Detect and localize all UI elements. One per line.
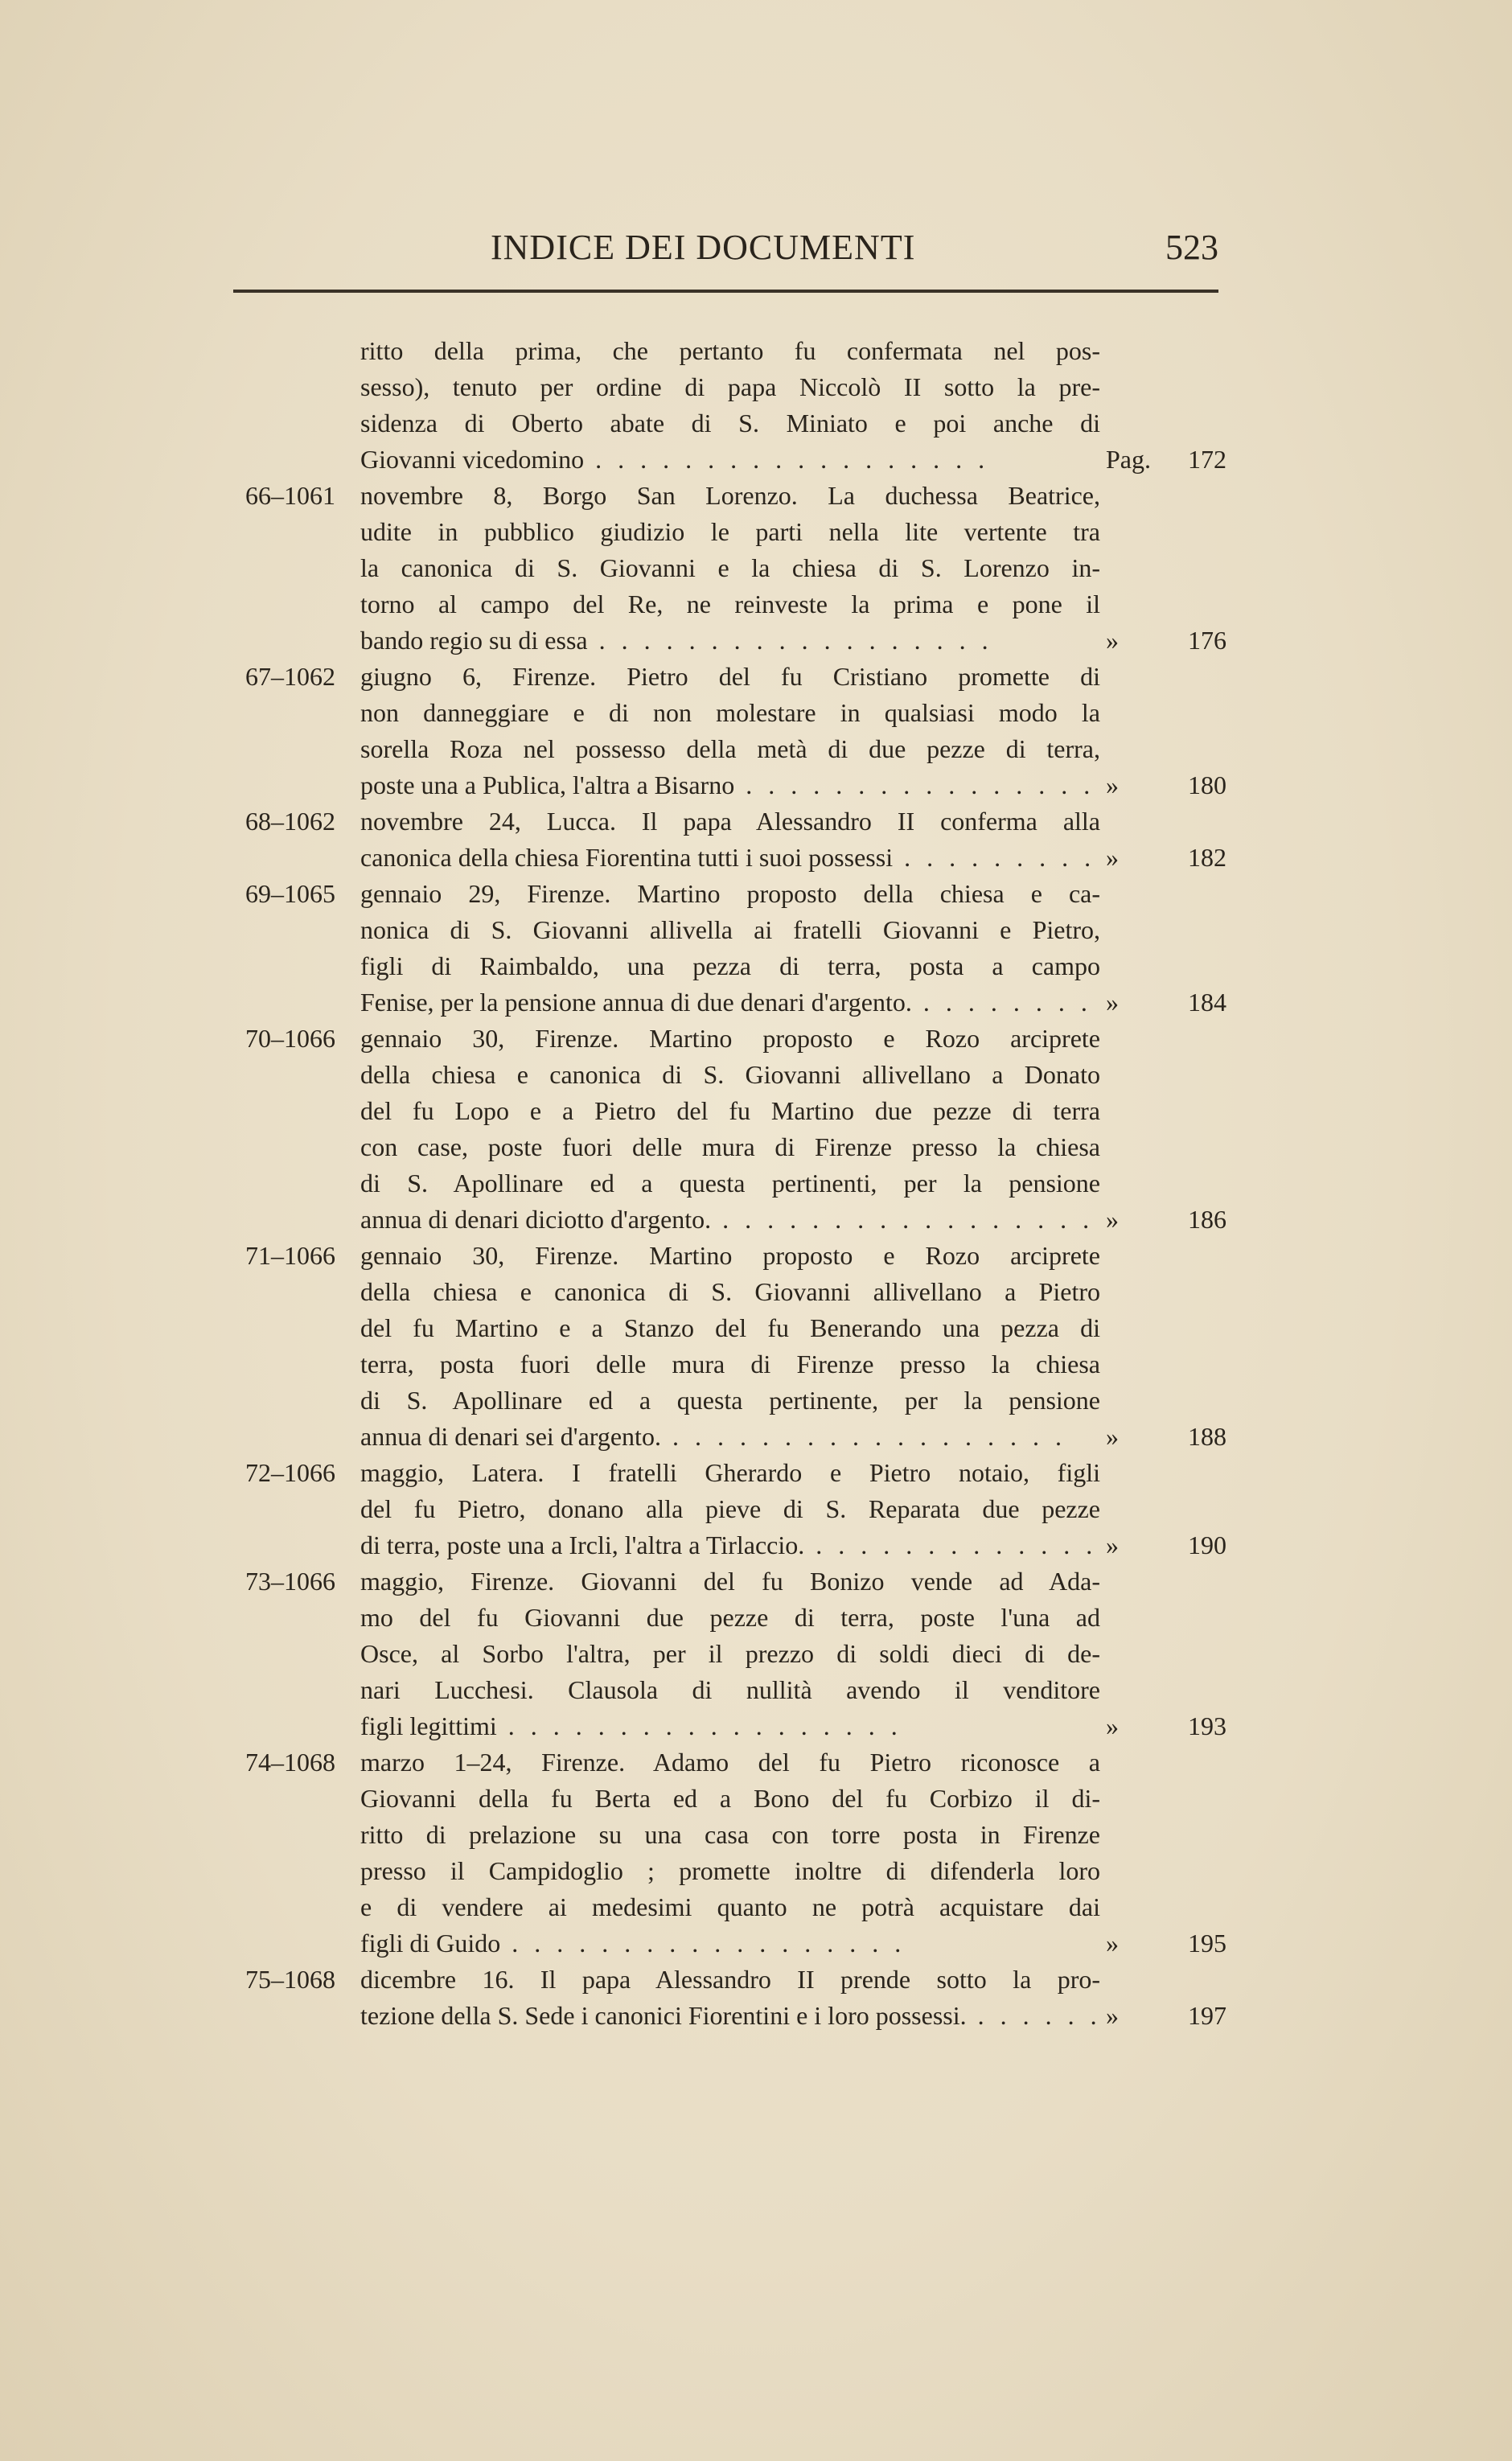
entry-text: gennaio 30, Firenze. Martino proposto e Rozo arciprete xyxy=(360,1024,1100,1053)
index-entry xyxy=(0,1455,1512,1563)
entry-text: nari Lucchesi. Clausola di nullità avendo il venditore xyxy=(360,1675,1100,1704)
entry-line xyxy=(0,1274,1512,1310)
entry-line xyxy=(0,1563,1512,1600)
page-reference-mark: » xyxy=(1106,988,1119,1017)
page-reference-mark: » xyxy=(1106,1422,1119,1451)
entry-text: bando regio su di essa . . xyxy=(360,622,1100,659)
entry-text: Fenise, per la pensione annua di due denari d'argento. . . xyxy=(360,984,1100,1021)
page-reference xyxy=(1106,622,1226,659)
entry-line xyxy=(0,1889,1512,1925)
entry-text: gennaio 29, Firenze. Martino proposto della chiesa e ca- xyxy=(360,879,1100,908)
entry-text: sesso), tenuto per ordine di papa Niccolò II sotto la pre- xyxy=(360,372,1100,401)
page-reference xyxy=(1106,1998,1226,2034)
entry-text: Giovanni vicedomino . . xyxy=(360,442,1100,478)
entry-line xyxy=(0,1383,1512,1419)
page-reference-number: 197 xyxy=(1188,2001,1226,2030)
entry-line xyxy=(0,767,1512,803)
entry-line xyxy=(0,1636,1512,1672)
page-reference-mark: » xyxy=(1106,770,1119,799)
page-reference-number: 186 xyxy=(1188,1205,1226,1234)
entry-text: e di vendere ai medesimi quanto ne potrà acquistare dai xyxy=(360,1892,1100,1921)
page-number: 523 xyxy=(1165,228,1218,267)
entry-line xyxy=(0,1744,1512,1781)
entry-text: giugno 6, Firenze. Pietro del fu Cristiano promette di xyxy=(360,662,1100,691)
index-entry xyxy=(0,1021,1512,1238)
entry-line xyxy=(0,405,1512,442)
entry-line xyxy=(0,984,1512,1021)
running-title: INDICE DEI DOCUMENTI xyxy=(491,228,916,267)
entry-text: annua di denari diciotto d'argento. . . xyxy=(360,1202,1100,1238)
entry-line xyxy=(0,912,1512,948)
page-header xyxy=(233,227,1218,283)
page-reference-mark: » xyxy=(1106,626,1119,655)
entry-line xyxy=(0,1925,1512,1962)
page-reference-number: 176 xyxy=(1188,626,1226,655)
entry-text: poste una a Publica, l'altra a Bisarno . . xyxy=(360,767,1100,803)
document-number: 69–1065 xyxy=(245,879,335,908)
page-reference xyxy=(1106,1419,1226,1455)
page-reference-number: 172 xyxy=(1188,445,1226,474)
entry-line xyxy=(0,1491,1512,1527)
page-reference-mark: » xyxy=(1106,843,1119,872)
entry-line xyxy=(0,1672,1512,1708)
header-rule xyxy=(233,290,1218,293)
entry-text: del fu Lopo e a Pietro del fu Martino due pezze di terra xyxy=(360,1096,1100,1125)
entry-text: maggio, Firenze. Giovanni del fu Bonizo vende ad Ada- xyxy=(360,1567,1100,1596)
entry-text: ritto di prelazione su una casa con torre posta in Firenze xyxy=(360,1820,1100,1849)
entry-text: di terra, poste una a Ircli, l'altra a Tirlaccio. . . xyxy=(360,1527,1100,1563)
page-reference xyxy=(1106,442,1226,478)
entry-line xyxy=(0,1708,1512,1744)
page-reference-mark: » xyxy=(1106,1711,1119,1740)
entry-line xyxy=(0,550,1512,586)
page-reference xyxy=(1106,840,1226,876)
page-reference-number: 193 xyxy=(1188,1711,1226,1740)
index-entry xyxy=(0,1238,1512,1455)
entry-line xyxy=(0,659,1512,695)
entry-text: annua di denari sei d'argento. . . xyxy=(360,1419,1100,1455)
entry-line xyxy=(0,586,1512,622)
entry-line xyxy=(0,1817,1512,1853)
page-reference xyxy=(1106,1527,1226,1563)
entry-line xyxy=(0,1962,1512,1998)
entry-line xyxy=(0,1238,1512,1274)
index-entry xyxy=(0,1563,1512,1744)
entry-line xyxy=(0,948,1512,984)
entry-text: sorella Roza nel possesso della metà di due pezze di terra, xyxy=(360,734,1100,763)
page-reference-mark: » xyxy=(1106,1530,1119,1559)
entry-line xyxy=(0,695,1512,731)
index-entry xyxy=(0,803,1512,876)
entry-text: Osce, al Sorbo l'altra, per il prezzo di soldi dieci di de- xyxy=(360,1639,1100,1668)
index-entry xyxy=(0,659,1512,803)
entry-line xyxy=(0,333,1512,369)
document-number: 72–1066 xyxy=(245,1458,335,1487)
entry-line xyxy=(0,1129,1512,1165)
entry-text: di S. Apollinare ed a questa pertinente, per la pensione xyxy=(360,1386,1100,1415)
entry-line xyxy=(0,622,1512,659)
entry-line xyxy=(0,514,1512,550)
document-number: 73–1066 xyxy=(245,1567,335,1596)
entry-line xyxy=(0,803,1512,840)
page-reference-mark: Pag. xyxy=(1106,445,1151,474)
entry-line xyxy=(0,1202,1512,1238)
entry-line xyxy=(0,1021,1512,1057)
entry-line xyxy=(0,1419,1512,1455)
index-entry xyxy=(0,333,1512,478)
entry-text: figli legittimi . . xyxy=(360,1708,1100,1744)
document-number: 70–1066 xyxy=(245,1024,335,1053)
entry-text: nonica di S. Giovanni allivella ai fratelli Giovanni e Pietro, xyxy=(360,915,1100,944)
entry-text: dicembre 16. Il papa Alessandro II prende sotto la pro- xyxy=(360,1965,1100,1994)
entry-text: canonica della chiesa Fiorentina tutti i suoi possessi . . xyxy=(360,840,1100,876)
document-number: 66–1061 xyxy=(245,481,335,510)
index-entry xyxy=(0,1962,1512,2034)
entry-line xyxy=(0,1527,1512,1563)
entry-line xyxy=(0,1600,1512,1636)
entry-text: della chiesa e canonica di S. Giovanni allivellano a Donato xyxy=(360,1060,1100,1089)
index-entry xyxy=(0,876,1512,1021)
entry-text: Giovanni della fu Berta ed a Bono del fu Corbizo il di- xyxy=(360,1784,1100,1813)
page-reference-number: 182 xyxy=(1188,843,1226,872)
entry-text: di S. Apollinare ed a questa pertinenti, per la pensione xyxy=(360,1169,1100,1198)
page-reference-mark: » xyxy=(1106,1929,1119,1958)
page-reference-number: 184 xyxy=(1188,988,1226,1017)
entry-line xyxy=(0,876,1512,912)
entry-line xyxy=(0,731,1512,767)
entry-text: maggio, Latera. I fratelli Gherardo e Pietro notaio, figli xyxy=(360,1458,1100,1487)
entry-text: figli di Raimbaldo, una pezza di terra, posta a campo xyxy=(360,951,1100,980)
page-reference-mark: » xyxy=(1106,1205,1119,1234)
entry-line xyxy=(0,1165,1512,1202)
document-index-list xyxy=(0,333,1512,2034)
document-number: 75–1068 xyxy=(245,1965,335,1994)
entry-line xyxy=(0,1093,1512,1129)
entry-text: non danneggiare e di non molestare in qualsiasi modo la xyxy=(360,698,1100,727)
page-reference-number: 180 xyxy=(1188,770,1226,799)
entry-line xyxy=(0,1998,1512,2034)
entry-text: la canonica di S. Giovanni e la chiesa di S. Lorenzo in- xyxy=(360,553,1100,582)
entry-text: figli di Guido . . xyxy=(360,1925,1100,1962)
document-number: 67–1062 xyxy=(245,662,335,691)
entry-text: marzo 1–24, Firenze. Adamo del fu Pietro riconosce a xyxy=(360,1748,1100,1777)
entry-text: udite in pubblico giudizio le parti nella lite vertente tra xyxy=(360,517,1100,546)
page-reference xyxy=(1106,767,1226,803)
index-entry xyxy=(0,1744,1512,1962)
entry-text: terra, posta fuori delle mura di Firenze presso la chiesa xyxy=(360,1350,1100,1378)
page-reference xyxy=(1106,1708,1226,1744)
page-reference xyxy=(1106,984,1226,1021)
entry-line xyxy=(0,478,1512,514)
entry-text: con case, poste fuori delle mura di Firenze presso la chiesa xyxy=(360,1132,1100,1161)
entry-text: ritto della prima, che pertanto fu confermata nel pos- xyxy=(360,336,1100,365)
document-number: 71–1066 xyxy=(245,1241,335,1270)
page-reference-number: 188 xyxy=(1188,1422,1226,1451)
entry-text: presso il Campidoglio ; promette inoltre di difenderla loro xyxy=(360,1856,1100,1885)
entry-text: del fu Martino e a Stanzo del fu Benerando una pezza di xyxy=(360,1313,1100,1342)
page-reference xyxy=(1106,1202,1226,1238)
index-entry xyxy=(0,478,1512,659)
document-number: 68–1062 xyxy=(245,807,335,836)
entry-text: novembre 24, Lucca. Il papa Alessandro II conferma alla xyxy=(360,807,1100,836)
entry-text: gennaio 30, Firenze. Martino proposto e Rozo arciprete xyxy=(360,1241,1100,1270)
entry-line xyxy=(0,1853,1512,1889)
entry-text: tezione della S. Sede i canonici Fiorentini e i loro possessi. . . xyxy=(360,1998,1100,2034)
entry-line xyxy=(0,369,1512,405)
page-reference-number: 190 xyxy=(1188,1530,1226,1559)
page-reference xyxy=(1106,1925,1226,1962)
entry-text: mo del fu Giovanni due pezze di terra, poste l'una ad xyxy=(360,1603,1100,1632)
entry-line xyxy=(0,1310,1512,1346)
entry-line xyxy=(0,840,1512,876)
entry-text: sidenza di Oberto abate di S. Miniato e poi anche di xyxy=(360,409,1100,438)
entry-text: della chiesa e canonica di S. Giovanni allivellano a Pietro xyxy=(360,1277,1100,1306)
entry-text: del fu Pietro, donano alla pieve di S. Reparata due pezze xyxy=(360,1494,1100,1523)
entry-text: torno al campo del Re, ne reinveste la prima e pone il xyxy=(360,590,1100,618)
entry-line xyxy=(0,1455,1512,1491)
entry-line xyxy=(0,1057,1512,1093)
entry-line xyxy=(0,1346,1512,1383)
page-reference-mark: » xyxy=(1106,2001,1119,2030)
page-reference-number: 195 xyxy=(1188,1929,1226,1958)
entry-text: novembre 8, Borgo San Lorenzo. La duchessa Beatrice, xyxy=(360,481,1100,510)
entry-line xyxy=(0,1781,1512,1817)
entry-line xyxy=(0,442,1512,478)
document-number: 74–1068 xyxy=(245,1748,335,1777)
